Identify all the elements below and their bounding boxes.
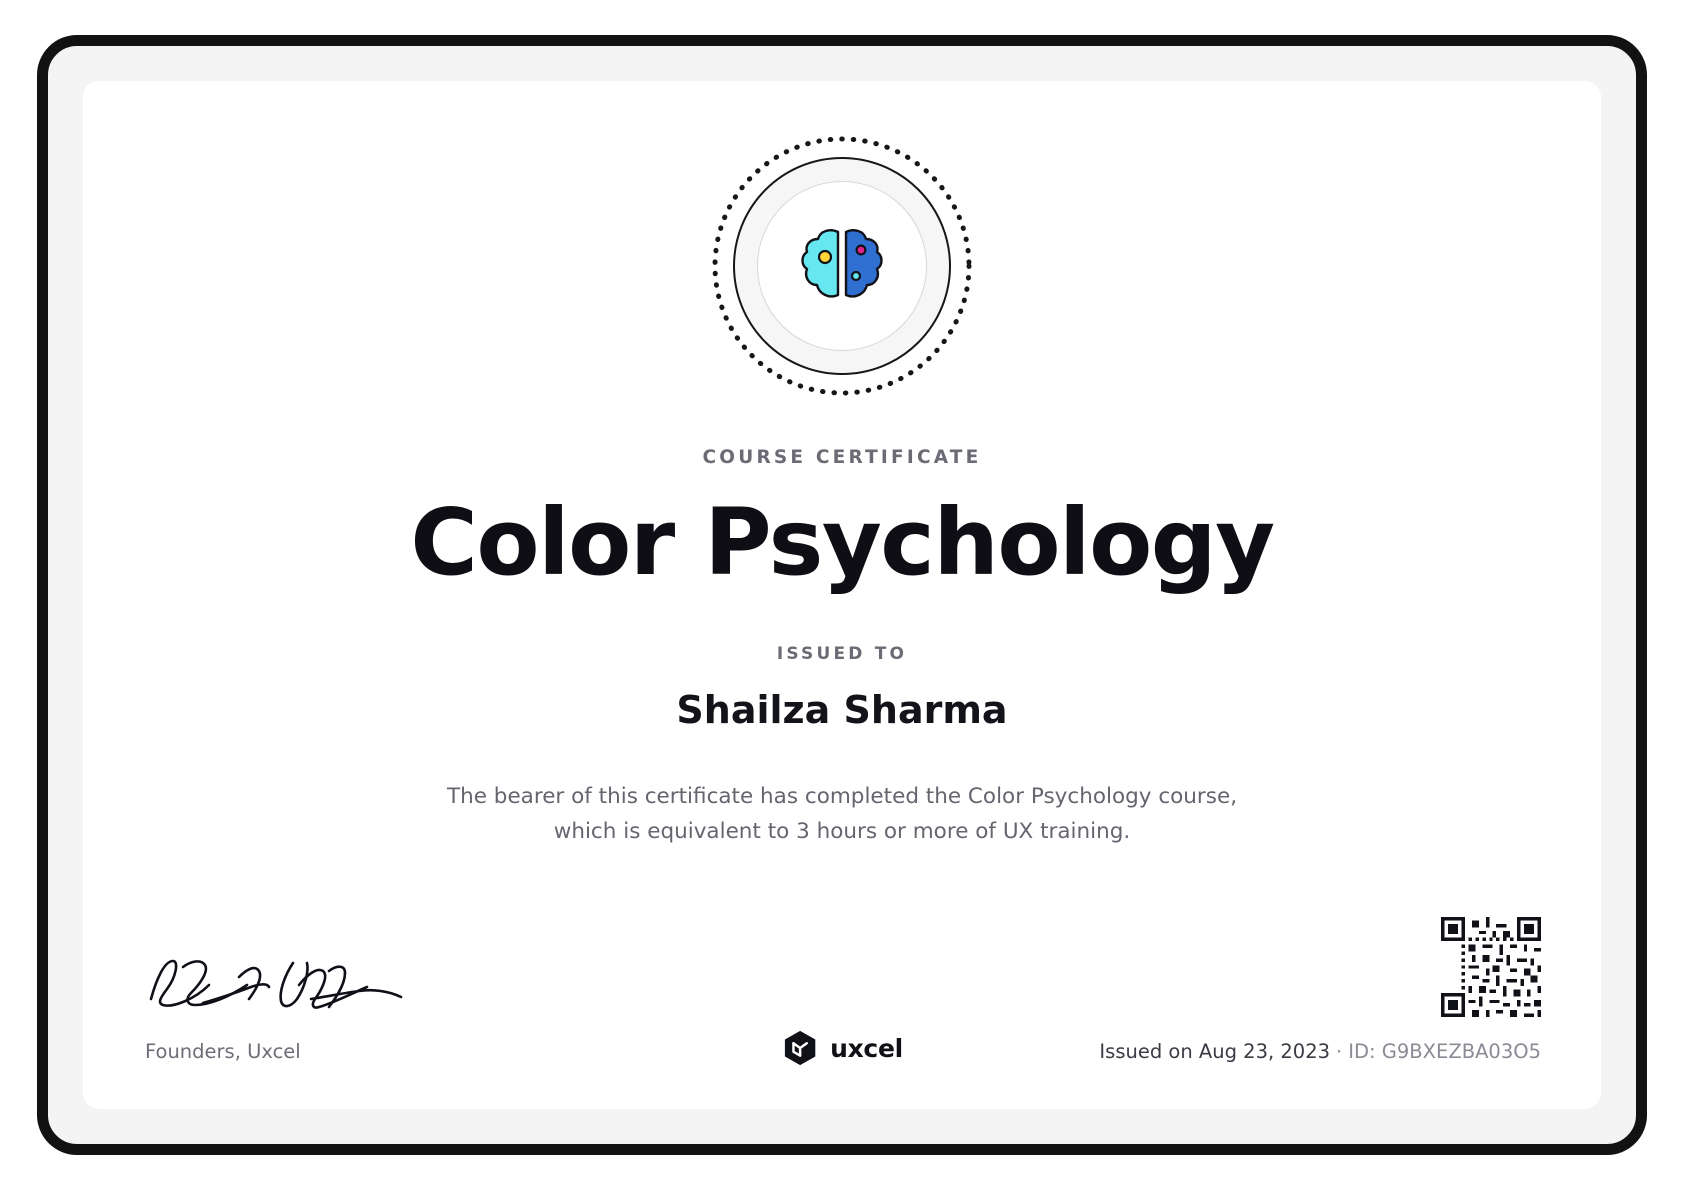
uxcel-cube-icon xyxy=(781,1029,819,1067)
description-line-2: which is equivalent to 3 hours or more of UX training. xyxy=(553,818,1131,844)
page-title: Color Psychology xyxy=(410,489,1274,596)
certificate-frame xyxy=(37,35,1647,1155)
recipient-name: Shailza Sharma xyxy=(676,687,1008,732)
issued-on-date: Issued on Aug 23, 2023 xyxy=(1099,1040,1331,1063)
signature-area xyxy=(143,941,443,1021)
issue-info xyxy=(1099,1040,1541,1063)
kicker-label: COURSE CERTIFICATE xyxy=(702,447,982,468)
certificate-id: ID: G9BXEZBA03O5 xyxy=(1348,1040,1541,1063)
brand-logo xyxy=(781,1029,903,1067)
issued-to-label: ISSUED TO xyxy=(776,643,908,664)
certificate-card xyxy=(83,81,1601,1109)
signature-label: Founders, Uxcel xyxy=(145,1040,301,1063)
signature-icon xyxy=(143,941,443,1021)
certificate-footer xyxy=(143,899,1541,1069)
description-line-1: The bearer of this certificate has completed the Color Psychology course, xyxy=(446,783,1238,809)
separator: · xyxy=(1336,1040,1343,1063)
certificate-description xyxy=(447,780,1237,850)
qr-code[interactable] xyxy=(1441,917,1541,1017)
brand-name: uxcel xyxy=(830,1033,903,1063)
brain-icon xyxy=(794,224,890,308)
certified-seal xyxy=(711,135,973,397)
